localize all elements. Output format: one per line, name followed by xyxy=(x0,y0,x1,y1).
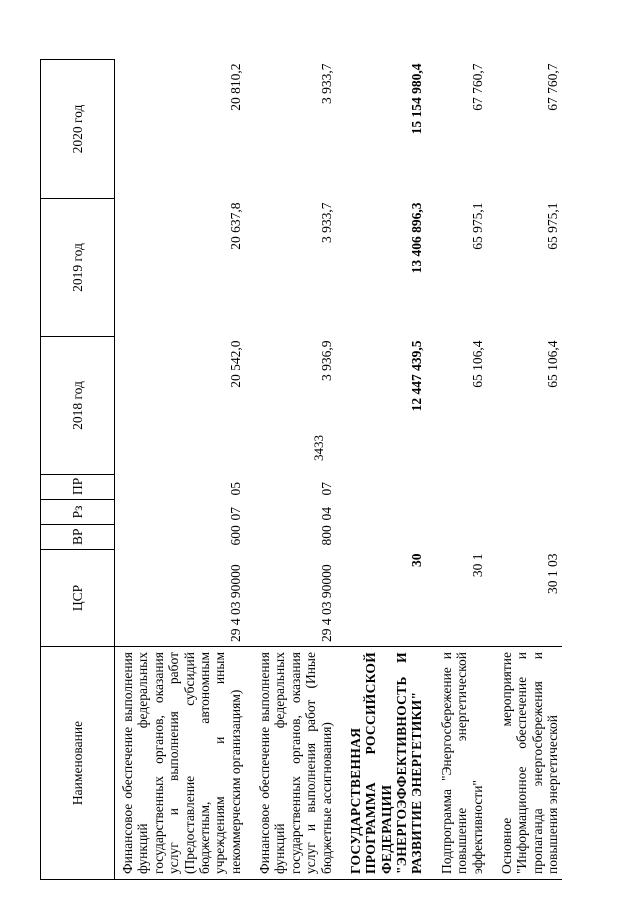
header-2018: 2018 год xyxy=(41,337,115,475)
row-pr: 05 xyxy=(227,482,243,496)
row-value-2019: 20 637,8 xyxy=(227,202,243,250)
row-value-2019: 3 933,7 xyxy=(318,202,334,243)
row-value-2019: 13 406 896,3 xyxy=(409,202,425,274)
row-value-2019: 65 975,1 xyxy=(469,202,485,250)
row-value-2018: 65 106,4 xyxy=(469,340,485,388)
header-vr: ВР xyxy=(41,525,115,550)
row-csr: 30 1 03 xyxy=(545,553,560,594)
row-pr xyxy=(434,475,494,500)
table-row xyxy=(343,60,434,880)
row-vr xyxy=(434,525,494,550)
header-pr: ПР xyxy=(41,475,115,500)
row-pr: 07 xyxy=(318,482,334,496)
page-number: 3433 xyxy=(311,435,326,461)
row-name: Финансовое обеспечение выполнения функций федеральных государственных органов, оказания услуг и выполнения работ (Иные бюджетные ассигнования) xyxy=(252,647,343,880)
table-row xyxy=(115,60,253,880)
table-row xyxy=(494,60,563,880)
rotated-page-content xyxy=(40,60,610,880)
row-rz xyxy=(343,500,434,525)
row-name: ГОСУДАРСТВЕННАЯ ПРОГРАММА РОССИЙСКОЙ ФЕДЕРАЦИИ "ЭНЕРГОЭФФЕКТИВНОСТЬ И РАЗВИТИЕ ЭНЕРГЕТИКИ" xyxy=(343,647,434,880)
row-value-2018: 65 106,4 xyxy=(545,340,560,388)
row-value-2018: 12 447 439,5 xyxy=(409,340,425,412)
row-value-2020: 67 760,7 xyxy=(469,63,485,111)
row-name: Основное мероприятие "Информационное обеспечение и пропаганда энергосбережения и повышения энергетической xyxy=(494,647,563,880)
row-value-2019: 65 975,1 xyxy=(545,202,560,250)
row-pr xyxy=(494,475,563,500)
row-rz xyxy=(434,500,494,525)
row-name: Финансовое обеспечение выполнения функций федеральных государственных органов, оказания услуг и выполнения работ (Предоставление субсидий бюджетным, автономным учреждениям и иным некоммерческим организациям) xyxy=(115,647,253,880)
header-2019: 2019 год xyxy=(41,199,115,337)
row-value-2020: 67 760,7 xyxy=(545,63,560,111)
row-csr: 29 4 03 90000 xyxy=(318,564,334,642)
row-vr: 600 xyxy=(227,525,243,546)
row-rz: 04 xyxy=(318,507,334,521)
row-value-2020: 15 154 980,4 xyxy=(409,63,425,135)
budget-table xyxy=(40,59,562,880)
row-csr: 30 1 xyxy=(469,553,485,578)
header-csr: ЦСР xyxy=(41,550,115,647)
row-rz xyxy=(494,500,563,525)
row-rz: 07 xyxy=(227,507,243,521)
row-pr xyxy=(343,475,434,500)
header-rz: Рз xyxy=(41,500,115,525)
row-vr: 800 xyxy=(318,525,334,546)
table-row xyxy=(434,60,494,880)
row-csr: 29 4 03 90000 xyxy=(227,564,243,642)
row-value-2020: 3 933,7 xyxy=(318,63,334,104)
table-row xyxy=(252,60,343,880)
row-value-2018: 3 936,9 xyxy=(318,340,334,381)
table-header-row xyxy=(41,60,115,880)
row-name: Подпрограмма "Энергосбережение и повышение энергетической эффективности" xyxy=(434,647,494,880)
header-name: Наименование xyxy=(41,647,115,880)
row-value-2018: 20 542,0 xyxy=(227,340,243,388)
header-2020: 2020 год xyxy=(41,60,115,199)
row-vr xyxy=(343,525,434,550)
row-csr: 30 xyxy=(409,553,425,567)
row-vr xyxy=(494,525,563,550)
row-value-2020: 20 810,2 xyxy=(227,63,243,111)
